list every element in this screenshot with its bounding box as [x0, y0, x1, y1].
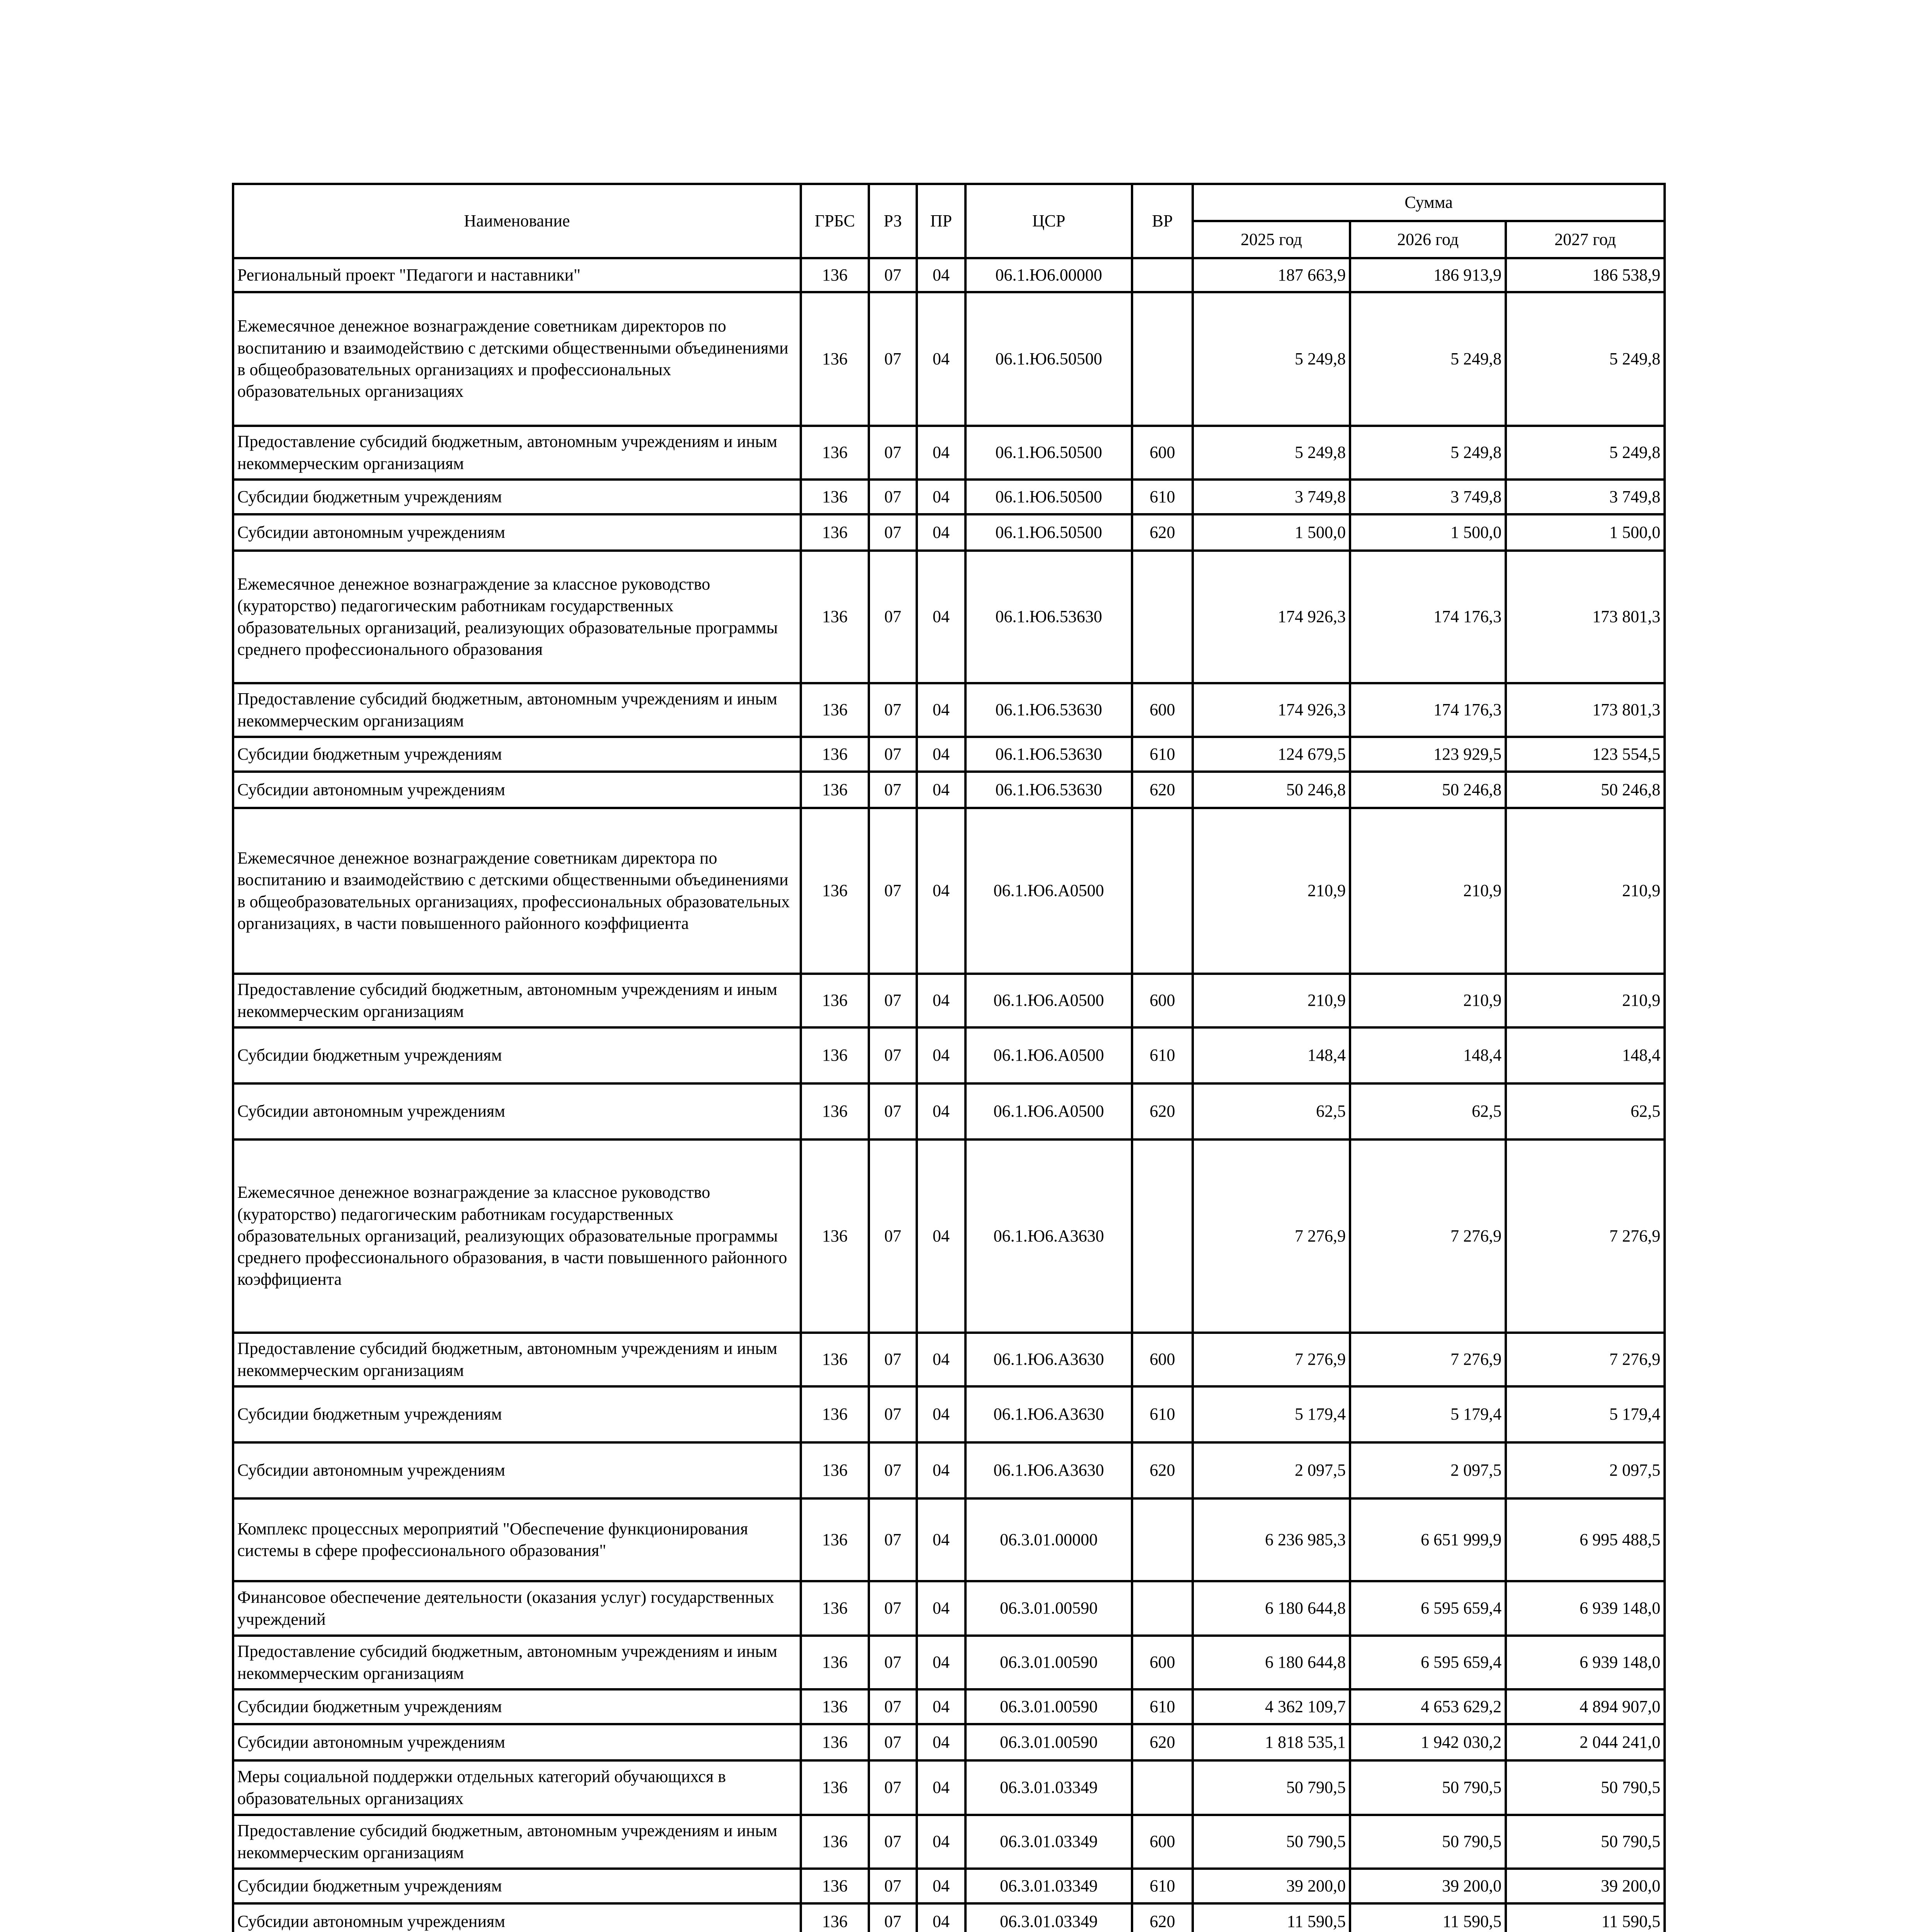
table-cell-grbs: 136: [801, 1636, 869, 1689]
table-cell-2026: 2 097,5: [1350, 1442, 1506, 1498]
header-csr: ЦСР: [965, 184, 1132, 258]
table-cell-2025: 6 236 985,3: [1193, 1498, 1350, 1581]
table-cell-vr: 620: [1132, 1442, 1193, 1498]
table-cell-rz: 07: [869, 1724, 917, 1760]
header-pr: ПР: [917, 184, 965, 258]
table-row: [233, 1333, 1665, 1386]
table-cell-grbs: 136: [801, 480, 869, 514]
table-cell-rz: 07: [869, 1027, 917, 1083]
table-cell-2027: 62,5: [1506, 1083, 1665, 1139]
table-cell-2025: 4 362 109,7: [1193, 1689, 1350, 1724]
table-cell-2026: 5 249,8: [1350, 292, 1506, 426]
table-cell-2025: 6 180 644,8: [1193, 1581, 1350, 1636]
table-cell-rz: 07: [869, 1581, 917, 1636]
table-cell-grbs: 136: [801, 683, 869, 737]
table-cell-csr: 06.1.Ю6.А0500: [965, 974, 1132, 1027]
table-cell-2027: 7 276,9: [1506, 1333, 1665, 1386]
table-row: [233, 1760, 1665, 1815]
table-cell-rz: 07: [869, 1815, 917, 1869]
table-body: [233, 258, 1665, 1932]
table-row: [233, 974, 1665, 1027]
table-row: [233, 551, 1665, 683]
table-cell-name: Субсидии автономным учреждениям: [233, 1724, 801, 1760]
table-cell-rz: 07: [869, 514, 917, 551]
table-cell-2027: 2 044 241,0: [1506, 1724, 1665, 1760]
table-cell-2027: 210,9: [1506, 974, 1665, 1027]
table-cell-rz: 07: [869, 1442, 917, 1498]
table-cell-grbs: 136: [801, 1498, 869, 1581]
table-cell-csr: 06.1.Ю6.А0500: [965, 1027, 1132, 1083]
table-cell-grbs: 136: [801, 292, 869, 426]
table-cell-vr: 610: [1132, 1869, 1193, 1903]
table-cell-rz: 07: [869, 1636, 917, 1689]
table-cell-pr: 04: [917, 1760, 965, 1815]
header-year-2025: 2025 год: [1193, 221, 1350, 258]
table-row: [233, 737, 1665, 772]
table-cell-rz: 07: [869, 808, 917, 974]
table-row: [233, 683, 1665, 737]
table-cell-vr: [1132, 258, 1193, 292]
table-cell-name: Субсидии бюджетным учреждениям: [233, 1689, 801, 1724]
table-cell-name: Финансовое обеспечение деятельности (оказания услуг) государственных учреждений: [233, 1581, 801, 1636]
table-cell-name: Предоставление субсидий бюджетным, автономным учреждениям и иным некоммерческим организациям: [233, 426, 801, 480]
table-cell-2027: 1 500,0: [1506, 514, 1665, 551]
table-cell-rz: 07: [869, 1139, 917, 1333]
table-cell-name: Предоставление субсидий бюджетным, автономным учреждениям и иным некоммерческим организациям: [233, 1636, 801, 1689]
table-cell-pr: 04: [917, 1442, 965, 1498]
table-cell-csr: 06.1.Ю6.А3630: [965, 1442, 1132, 1498]
table-cell-pr: 04: [917, 1815, 965, 1869]
table-cell-grbs: 136: [801, 1442, 869, 1498]
table-cell-vr: 610: [1132, 1027, 1193, 1083]
table-row: [233, 1869, 1665, 1903]
table-cell-2027: 6 995 488,5: [1506, 1498, 1665, 1581]
table-cell-pr: 04: [917, 974, 965, 1027]
table-cell-2025: 210,9: [1193, 974, 1350, 1027]
table-cell-2025: 7 276,9: [1193, 1139, 1350, 1333]
table-cell-2027: 173 801,3: [1506, 551, 1665, 683]
table-cell-vr: [1132, 1139, 1193, 1333]
table-row: [233, 1815, 1665, 1869]
table-cell-vr: [1132, 808, 1193, 974]
table-cell-name: Субсидии бюджетным учреждениям: [233, 1869, 801, 1903]
table-cell-2027: 5 249,8: [1506, 426, 1665, 480]
table-cell-pr: 04: [917, 1689, 965, 1724]
table-cell-csr: 06.1.Ю6.53630: [965, 683, 1132, 737]
table-cell-vr: 600: [1132, 1815, 1193, 1869]
table-row: [233, 1498, 1665, 1581]
table-cell-grbs: 136: [801, 1903, 869, 1932]
table-cell-rz: 07: [869, 1689, 917, 1724]
table-cell-vr: 610: [1132, 480, 1193, 514]
table-cell-name: Субсидии автономным учреждениям: [233, 514, 801, 551]
table-cell-csr: 06.1.Ю6.53630: [965, 772, 1132, 808]
table-cell-2025: 62,5: [1193, 1083, 1350, 1139]
table-cell-2025: 210,9: [1193, 808, 1350, 974]
table-row: [233, 1636, 1665, 1689]
table-cell-2026: 174 176,3: [1350, 683, 1506, 737]
table-cell-vr: 610: [1132, 1689, 1193, 1724]
table-cell-2026: 174 176,3: [1350, 551, 1506, 683]
table-cell-vr: 620: [1132, 1083, 1193, 1139]
table-row: [233, 292, 1665, 426]
table-cell-grbs: 136: [801, 1581, 869, 1636]
table-cell-csr: 06.1.Ю6.50500: [965, 292, 1132, 426]
table-cell-grbs: 136: [801, 1760, 869, 1815]
table-cell-grbs: 136: [801, 1139, 869, 1333]
table-cell-csr: 06.1.Ю6.53630: [965, 737, 1132, 772]
table-cell-rz: 07: [869, 551, 917, 683]
table-cell-name: Предоставление субсидий бюджетным, автономным учреждениям и иным некоммерческим организациям: [233, 974, 801, 1027]
table-cell-name: Комплекс процессных мероприятий "Обеспечение функционирования системы в сфере профессионального образования": [233, 1498, 801, 1581]
table-cell-csr: 06.1.Ю6.50500: [965, 514, 1132, 551]
table-cell-2025: 174 926,3: [1193, 683, 1350, 737]
header-rz: РЗ: [869, 184, 917, 258]
table-cell-grbs: 136: [801, 1027, 869, 1083]
table-cell-2026: 6 651 999,9: [1350, 1498, 1506, 1581]
table-cell-vr: 600: [1132, 1333, 1193, 1386]
table-cell-2026: 50 246,8: [1350, 772, 1506, 808]
table-cell-2027: 50 246,8: [1506, 772, 1665, 808]
table-cell-2027: 210,9: [1506, 808, 1665, 974]
table-cell-grbs: 136: [801, 258, 869, 292]
table-cell-name: Субсидии бюджетным учреждениям: [233, 737, 801, 772]
table-cell-name: Региональный проект "Педагоги и наставники": [233, 258, 801, 292]
table-cell-pr: 04: [917, 258, 965, 292]
table-cell-2026: 1 942 030,2: [1350, 1724, 1506, 1760]
table-cell-2027: 186 538,9: [1506, 258, 1665, 292]
table-cell-vr: 620: [1132, 1724, 1193, 1760]
table-cell-2027: 5 179,4: [1506, 1386, 1665, 1442]
table-cell-grbs: 136: [801, 551, 869, 683]
table-row: [233, 1139, 1665, 1333]
table-cell-2025: 50 790,5: [1193, 1815, 1350, 1869]
table-cell-rz: 07: [869, 1869, 917, 1903]
header-name: Наименование: [233, 184, 801, 258]
table-cell-2025: 5 249,8: [1193, 426, 1350, 480]
table-cell-csr: 06.1.Ю6.А3630: [965, 1139, 1132, 1333]
table-cell-vr: 600: [1132, 1636, 1193, 1689]
table-cell-2025: 6 180 644,8: [1193, 1636, 1350, 1689]
table-cell-rz: 07: [869, 737, 917, 772]
table-cell-pr: 04: [917, 737, 965, 772]
table-cell-2026: 7 276,9: [1350, 1139, 1506, 1333]
table-cell-csr: 06.3.01.00590: [965, 1724, 1132, 1760]
table-cell-2027: 6 939 148,0: [1506, 1581, 1665, 1636]
table-cell-rz: 07: [869, 1760, 917, 1815]
table-cell-csr: 06.3.01.00590: [965, 1636, 1132, 1689]
table-row: [233, 1386, 1665, 1442]
table-cell-vr: 620: [1132, 772, 1193, 808]
table-cell-csr: 06.1.Ю6.53630: [965, 551, 1132, 683]
table-cell-vr: [1132, 292, 1193, 426]
table-cell-grbs: 136: [801, 772, 869, 808]
table-row: [233, 1724, 1665, 1760]
table-row: [233, 1903, 1665, 1932]
table-cell-2026: 123 929,5: [1350, 737, 1506, 772]
table-cell-grbs: 136: [801, 1815, 869, 1869]
table-cell-vr: [1132, 1760, 1193, 1815]
table-cell-2027: 5 249,8: [1506, 292, 1665, 426]
table-cell-2027: 123 554,5: [1506, 737, 1665, 772]
table-row: [233, 1027, 1665, 1083]
table-cell-pr: 04: [917, 551, 965, 683]
table-cell-2025: 2 097,5: [1193, 1442, 1350, 1498]
table-row: [233, 426, 1665, 480]
table-cell-pr: 04: [917, 1139, 965, 1333]
table-cell-rz: 07: [869, 1083, 917, 1139]
table-cell-pr: 04: [917, 1498, 965, 1581]
table-cell-2026: 210,9: [1350, 974, 1506, 1027]
budget-table: [232, 183, 1666, 1932]
table-cell-grbs: 136: [801, 1386, 869, 1442]
table-cell-pr: 04: [917, 1869, 965, 1903]
table-cell-2027: 3 749,8: [1506, 480, 1665, 514]
table-cell-2027: 39 200,0: [1506, 1869, 1665, 1903]
table-cell-csr: 06.3.01.00000: [965, 1498, 1132, 1581]
table-cell-vr: [1132, 551, 1193, 683]
table-cell-2025: 7 276,9: [1193, 1333, 1350, 1386]
table-cell-name: Субсидии автономным учреждениям: [233, 772, 801, 808]
table-cell-2025: 50 246,8: [1193, 772, 1350, 808]
table-cell-rz: 07: [869, 426, 917, 480]
table-cell-pr: 04: [917, 808, 965, 974]
table-row: [233, 1083, 1665, 1139]
table-cell-2027: 4 894 907,0: [1506, 1689, 1665, 1724]
table-cell-csr: 06.3.01.00590: [965, 1689, 1132, 1724]
table-cell-pr: 04: [917, 1083, 965, 1139]
table-cell-2027: 2 097,5: [1506, 1442, 1665, 1498]
table-cell-2025: 187 663,9: [1193, 258, 1350, 292]
table-cell-pr: 04: [917, 1581, 965, 1636]
header-year-2027: 2027 год: [1506, 221, 1665, 258]
table-cell-csr: 06.3.01.03349: [965, 1869, 1132, 1903]
table-cell-2026: 5 179,4: [1350, 1386, 1506, 1442]
table-cell-pr: 04: [917, 1636, 965, 1689]
table-cell-vr: [1132, 1581, 1193, 1636]
table-cell-2026: 50 790,5: [1350, 1815, 1506, 1869]
table-cell-2025: 174 926,3: [1193, 551, 1350, 683]
table-cell-2026: 210,9: [1350, 808, 1506, 974]
table-cell-pr: 04: [917, 514, 965, 551]
table-row: [233, 808, 1665, 974]
table-cell-name: Предоставление субсидий бюджетным, автономным учреждениям и иным некоммерческим организациям: [233, 683, 801, 737]
table-cell-2025: 50 790,5: [1193, 1760, 1350, 1815]
table-cell-name: Ежемесячное денежное вознаграждение советникам директора по воспитанию и взаимодействию с детскими общественными объединениями в общеобразовательных организациях, профессиональных образовательных организациях, в части повышенного районного коэффициента: [233, 808, 801, 974]
table-cell-2025: 5 249,8: [1193, 292, 1350, 426]
table-row: [233, 1689, 1665, 1724]
table-cell-grbs: 136: [801, 1083, 869, 1139]
table-cell-csr: 06.1.Ю6.А3630: [965, 1333, 1132, 1386]
table-cell-rz: 07: [869, 1333, 917, 1386]
table-cell-pr: 04: [917, 1903, 965, 1932]
table-cell-2026: 186 913,9: [1350, 258, 1506, 292]
table-cell-grbs: 136: [801, 1689, 869, 1724]
table-cell-2026: 11 590,5: [1350, 1903, 1506, 1932]
table-cell-vr: 620: [1132, 514, 1193, 551]
table-cell-name: Ежемесячное денежное вознаграждение советникам директоров по воспитанию и взаимодействию с детскими общественными объединениями в общеобразовательных организациях и профессиональных образовательных организациях: [233, 292, 801, 426]
table-cell-name: Предоставление субсидий бюджетным, автономным учреждениям и иным некоммерческим организациям: [233, 1815, 801, 1869]
table-cell-2025: 11 590,5: [1193, 1903, 1350, 1932]
table-cell-2025: 5 179,4: [1193, 1386, 1350, 1442]
table-cell-name: Субсидии автономным учреждениям: [233, 1903, 801, 1932]
table-cell-pr: 04: [917, 772, 965, 808]
table-cell-pr: 04: [917, 683, 965, 737]
table-cell-rz: 07: [869, 683, 917, 737]
table-cell-pr: 04: [917, 1386, 965, 1442]
table-cell-2026: 62,5: [1350, 1083, 1506, 1139]
header-vr: ВР: [1132, 184, 1193, 258]
table-cell-grbs: 136: [801, 1724, 869, 1760]
table-cell-2025: 3 749,8: [1193, 480, 1350, 514]
header-sum: Сумма: [1193, 184, 1665, 221]
table-cell-2025: 1 500,0: [1193, 514, 1350, 551]
table-cell-name: Субсидии бюджетным учреждениям: [233, 480, 801, 514]
table-cell-vr: [1132, 1498, 1193, 1581]
table-cell-2026: 5 249,8: [1350, 426, 1506, 480]
table-cell-2027: 6 939 148,0: [1506, 1636, 1665, 1689]
table-row: [233, 1442, 1665, 1498]
table-cell-name: Ежемесячное денежное вознаграждение за классное руководство (кураторство) педагогическим работникам государственных образовательных организаций, реализующих образовательные программы среднего профессионального образования: [233, 551, 801, 683]
table-cell-2025: 39 200,0: [1193, 1869, 1350, 1903]
table-cell-pr: 04: [917, 1333, 965, 1386]
header-grbs: ГРБС: [801, 184, 869, 258]
table-cell-2026: 3 749,8: [1350, 480, 1506, 514]
table-cell-name: Субсидии бюджетным учреждениям: [233, 1027, 801, 1083]
table-cell-2027: 50 790,5: [1506, 1815, 1665, 1869]
table-cell-csr: 06.3.01.03349: [965, 1760, 1132, 1815]
table-cell-2026: 50 790,5: [1350, 1760, 1506, 1815]
table-cell-grbs: 136: [801, 737, 869, 772]
table-cell-2025: 148,4: [1193, 1027, 1350, 1083]
table-cell-pr: 04: [917, 480, 965, 514]
table-cell-rz: 07: [869, 1903, 917, 1932]
table-cell-rz: 07: [869, 480, 917, 514]
table-cell-2027: 50 790,5: [1506, 1760, 1665, 1815]
table-row: [233, 1581, 1665, 1636]
table-cell-pr: 04: [917, 1724, 965, 1760]
table-cell-2027: 7 276,9: [1506, 1139, 1665, 1333]
budget-table-container: [232, 183, 1663, 1932]
table-cell-2027: 11 590,5: [1506, 1903, 1665, 1932]
table-cell-vr: 620: [1132, 1903, 1193, 1932]
table-cell-2025: 124 679,5: [1193, 737, 1350, 772]
table-cell-csr: 06.1.Ю6.А0500: [965, 808, 1132, 974]
table-cell-grbs: 136: [801, 1869, 869, 1903]
table-cell-name: Предоставление субсидий бюджетным, автономным учреждениям и иным некоммерческим организациям: [233, 1333, 801, 1386]
table-row: [233, 772, 1665, 808]
table-cell-name: Субсидии бюджетным учреждениям: [233, 1386, 801, 1442]
table-cell-csr: 06.3.01.00590: [965, 1581, 1132, 1636]
header-year-2026: 2026 год: [1350, 221, 1506, 258]
table-cell-grbs: 136: [801, 974, 869, 1027]
table-cell-name: Ежемесячное денежное вознаграждение за классное руководство (кураторство) педагогическим работникам государственных образовательных организаций, реализующих образовательные программы среднего профессионального образования, в части повышенного районного коэффициента: [233, 1139, 801, 1333]
table-cell-vr: 610: [1132, 1386, 1193, 1442]
table-cell-2026: 7 276,9: [1350, 1333, 1506, 1386]
table-cell-csr: 06.1.Ю6.А0500: [965, 1083, 1132, 1139]
table-cell-vr: 600: [1132, 683, 1193, 737]
table-cell-csr: 06.1.Ю6.00000: [965, 258, 1132, 292]
table-row: [233, 258, 1665, 292]
table-cell-name: Субсидии автономным учреждениям: [233, 1442, 801, 1498]
table-cell-pr: 04: [917, 426, 965, 480]
table-cell-grbs: 136: [801, 514, 869, 551]
table-cell-2026: 4 653 629,2: [1350, 1689, 1506, 1724]
table-cell-vr: 610: [1132, 737, 1193, 772]
table-cell-csr: 06.1.Ю6.50500: [965, 480, 1132, 514]
table-cell-rz: 07: [869, 974, 917, 1027]
table-cell-csr: 06.1.Ю6.А3630: [965, 1386, 1132, 1442]
table-cell-csr: 06.3.01.03349: [965, 1815, 1132, 1869]
table-cell-2027: 148,4: [1506, 1027, 1665, 1083]
table-cell-2025: 1 818 535,1: [1193, 1724, 1350, 1760]
table-row: [233, 480, 1665, 514]
table-cell-name: Субсидии автономным учреждениям: [233, 1083, 801, 1139]
table-cell-vr: 600: [1132, 974, 1193, 1027]
table-cell-2026: 39 200,0: [1350, 1869, 1506, 1903]
table-cell-csr: 06.3.01.03349: [965, 1903, 1132, 1932]
table-cell-grbs: 136: [801, 808, 869, 974]
table-cell-rz: 07: [869, 1498, 917, 1581]
table-cell-rz: 07: [869, 292, 917, 426]
table-cell-2026: 1 500,0: [1350, 514, 1506, 551]
table-row: [233, 514, 1665, 551]
table-cell-name: Меры социальной поддержки отдельных категорий обучающихся в образовательных организациях: [233, 1760, 801, 1815]
table-cell-csr: 06.1.Ю6.50500: [965, 426, 1132, 480]
table-cell-2026: 148,4: [1350, 1027, 1506, 1083]
table-cell-2026: 6 595 659,4: [1350, 1636, 1506, 1689]
table-cell-grbs: 136: [801, 1333, 869, 1386]
table-cell-2027: 173 801,3: [1506, 683, 1665, 737]
table-cell-pr: 04: [917, 292, 965, 426]
table-cell-rz: 07: [869, 772, 917, 808]
table-cell-vr: 600: [1132, 426, 1193, 480]
table-cell-rz: 07: [869, 1386, 917, 1442]
table-cell-rz: 07: [869, 258, 917, 292]
table-cell-2026: 6 595 659,4: [1350, 1581, 1506, 1636]
table-cell-pr: 04: [917, 1027, 965, 1083]
table-cell-grbs: 136: [801, 426, 869, 480]
